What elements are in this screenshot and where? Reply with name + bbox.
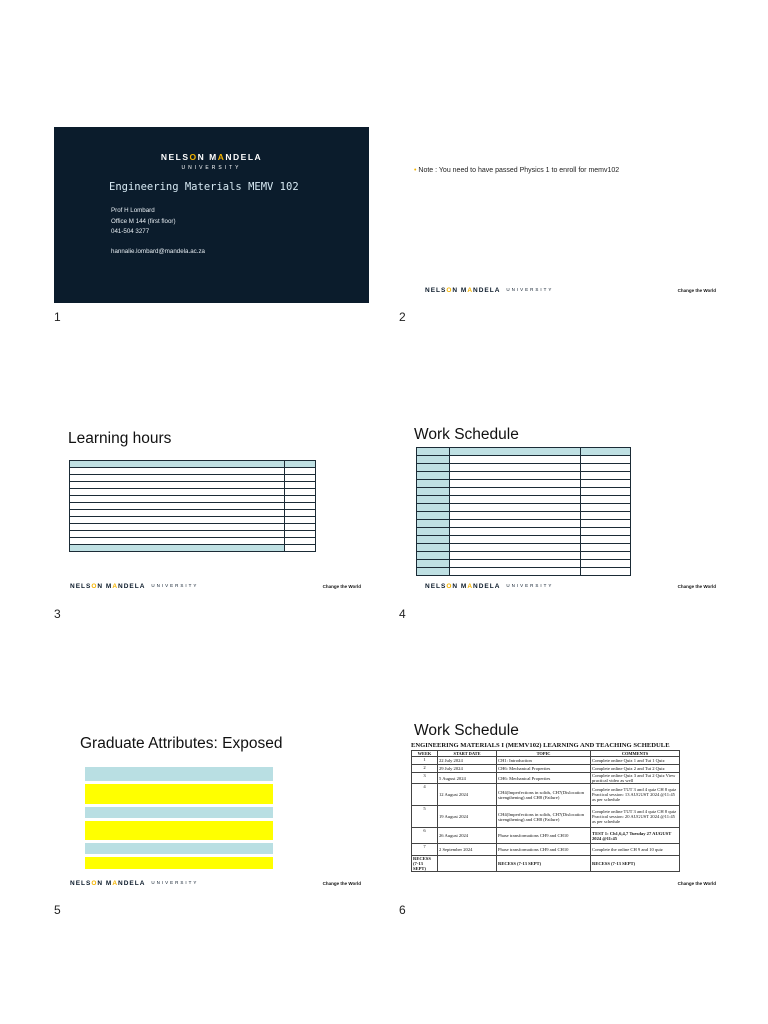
- footer-tagline: Change the World: [677, 288, 716, 293]
- table-cell: 22 July 2024: [438, 757, 497, 765]
- bullet-icon: •: [414, 167, 417, 174]
- table-cell: RECESS (7-13 SEPT): [591, 856, 680, 872]
- table-cell: 7: [412, 844, 438, 856]
- table-cell: Complete online Quiz 2 and Tut 2 Quiz: [591, 765, 680, 773]
- table-cell: [438, 856, 497, 872]
- slide-footer: [425, 287, 716, 297]
- table-cell: 26 August 2024: [438, 828, 497, 844]
- physics-note: • Note : You need to have passed Physics 1 to enroll for memv102: [414, 167, 620, 174]
- footer-tagline: Change the World: [677, 584, 716, 589]
- slide-number-6: 6: [399, 903, 406, 917]
- footer-tagline: Change the World: [677, 881, 716, 886]
- table-cell: 4: [412, 784, 438, 806]
- attribute-bar-3: [85, 807, 273, 818]
- table-cell: Complete online TUT 3 and 4 quiz CH 8 quiz Practical session: 20 AUGUST 2024 @11:45 as per schedule: [591, 806, 680, 828]
- table-cell: Complete online TUT 3 and 4 quiz CH 8 quiz Practical session: 13 AUGUST 2024 @11:45 as per schedule: [591, 784, 680, 806]
- table-cell: 1: [412, 757, 438, 765]
- slide-1-title: Engineering Materials MEMV 102: [109, 181, 299, 193]
- table-cell: Phase transformations CH9 and CH10: [497, 844, 591, 856]
- slide-5-title: Graduate Attributes: Exposed: [80, 735, 283, 752]
- attribute-bar-1: [85, 767, 273, 781]
- work-schedule-table: [416, 447, 631, 576]
- slide-number-1: 1: [54, 310, 61, 324]
- footer-logo: NELSON MANDELA UNIVERSITY: [425, 287, 554, 294]
- schedule-header-2: TOPIC: [497, 751, 591, 757]
- table-row: [412, 784, 680, 806]
- slide-footer: [70, 880, 361, 890]
- slide-number-3: 3: [54, 607, 61, 621]
- table-cell: RECESS (7-13 SEPT): [497, 856, 591, 872]
- table-row: [412, 773, 680, 784]
- learning-teaching-schedule-table: [411, 750, 680, 872]
- schedule-table-title: ENGINEERING MATERIALS I (MEMV102) LEARNING AND TEACHING SCHEDULE: [411, 742, 670, 749]
- office-location: Office M 144 (first floor): [111, 217, 176, 225]
- learning-hours-table: [69, 460, 316, 552]
- table-row: [412, 757, 680, 765]
- table-cell: Complete the online CH 9 and 10 quiz: [591, 844, 680, 856]
- table-cell: 5: [412, 806, 438, 828]
- slide-number-4: 4: [399, 607, 406, 621]
- table-cell: 19 August 2024: [438, 806, 497, 828]
- table-row: [412, 856, 680, 872]
- table-row: [412, 806, 680, 828]
- table-cell: CH4(Imperfections in solids, CH7(Dislocation strengthening) and CH8 (Failure): [497, 806, 591, 828]
- table-row: [412, 828, 680, 844]
- footer-logo: NELSON MANDELA UNIVERSITY: [70, 583, 199, 590]
- slide-3-title: Learning hours: [68, 430, 172, 447]
- slide-footer: [425, 880, 716, 890]
- slide-1[interactable]: [54, 127, 369, 303]
- attribute-bar-5: [85, 843, 273, 854]
- slide-number-2: 2: [399, 310, 406, 324]
- table-cell: Phase transformations CH9 and CH10: [497, 828, 591, 844]
- slide-3[interactable]: [54, 423, 369, 599]
- slide-footer: [425, 583, 716, 593]
- slide-footer: [70, 583, 361, 593]
- schedule-header-3: COMMENTS: [591, 751, 680, 757]
- footer-tagline: Change the World: [322, 584, 361, 589]
- slide-4[interactable]: [409, 423, 724, 599]
- schedule-header-0: WEEK: [412, 751, 438, 757]
- attribute-bar-6: [85, 857, 273, 869]
- slide-5[interactable]: [54, 720, 369, 896]
- logo-university-text: UNIVERSITY: [181, 165, 242, 171]
- table-row: [412, 765, 680, 773]
- slide-6-title: Work Schedule: [414, 722, 519, 739]
- table-cell: CH1: Introduction: [497, 757, 591, 765]
- table-cell: 3: [412, 773, 438, 784]
- table-cell: 5 August 2024: [438, 773, 497, 784]
- slide-4-title: Work Schedule: [414, 426, 519, 443]
- table-cell: 12 August 2024: [438, 784, 497, 806]
- table-cell: 2: [412, 765, 438, 773]
- table-cell: TEST 1: Ch1,6,4,7 Tuesday 27 AUGUST 2024 @11:45: [591, 828, 680, 844]
- table-cell: Complete online Quiz 3 and Tut 2 Quiz View practical video as well: [591, 773, 680, 784]
- table-cell: RECESS (7-13 SEPT): [412, 856, 438, 872]
- table-row: [412, 844, 680, 856]
- footer-tagline: Change the World: [322, 881, 361, 886]
- table-cell: 6: [412, 828, 438, 844]
- phone-number: 041-504 3277: [111, 228, 150, 235]
- footer-logo: NELSON MANDELA UNIVERSITY: [70, 880, 199, 887]
- table-cell: CH4(Imperfections in solids, CH7(Dislocation strengthening) and CH8 (Failure): [497, 784, 591, 806]
- schedule-header-1: START DATE: [438, 751, 497, 757]
- university-logo: NELSON MANDELA UNIVERSITY: [54, 152, 369, 171]
- attribute-bar-4: [85, 821, 273, 840]
- contact-info: [111, 206, 205, 257]
- table-cell: 2 September 2024: [438, 844, 497, 856]
- footer-logo: NELSON MANDELA UNIVERSITY: [425, 583, 554, 590]
- table-cell: Complete online Quiz 1 and Tut 1 Quiz: [591, 757, 680, 765]
- slide-number-5: 5: [54, 903, 61, 917]
- table-cell: 29 July 2024: [438, 765, 497, 773]
- slide-6[interactable]: [409, 720, 724, 896]
- email-address: hannalie.lombard@mandela.ac.za: [111, 247, 205, 255]
- slide-2[interactable]: [409, 127, 724, 303]
- table-cell: CH6: Mechanical Properties: [497, 765, 591, 773]
- lecturer-name: Prof H Lombard: [111, 207, 155, 214]
- table-cell: CH6: Mechanical Properties: [497, 773, 591, 784]
- attribute-bar-2: [85, 784, 273, 804]
